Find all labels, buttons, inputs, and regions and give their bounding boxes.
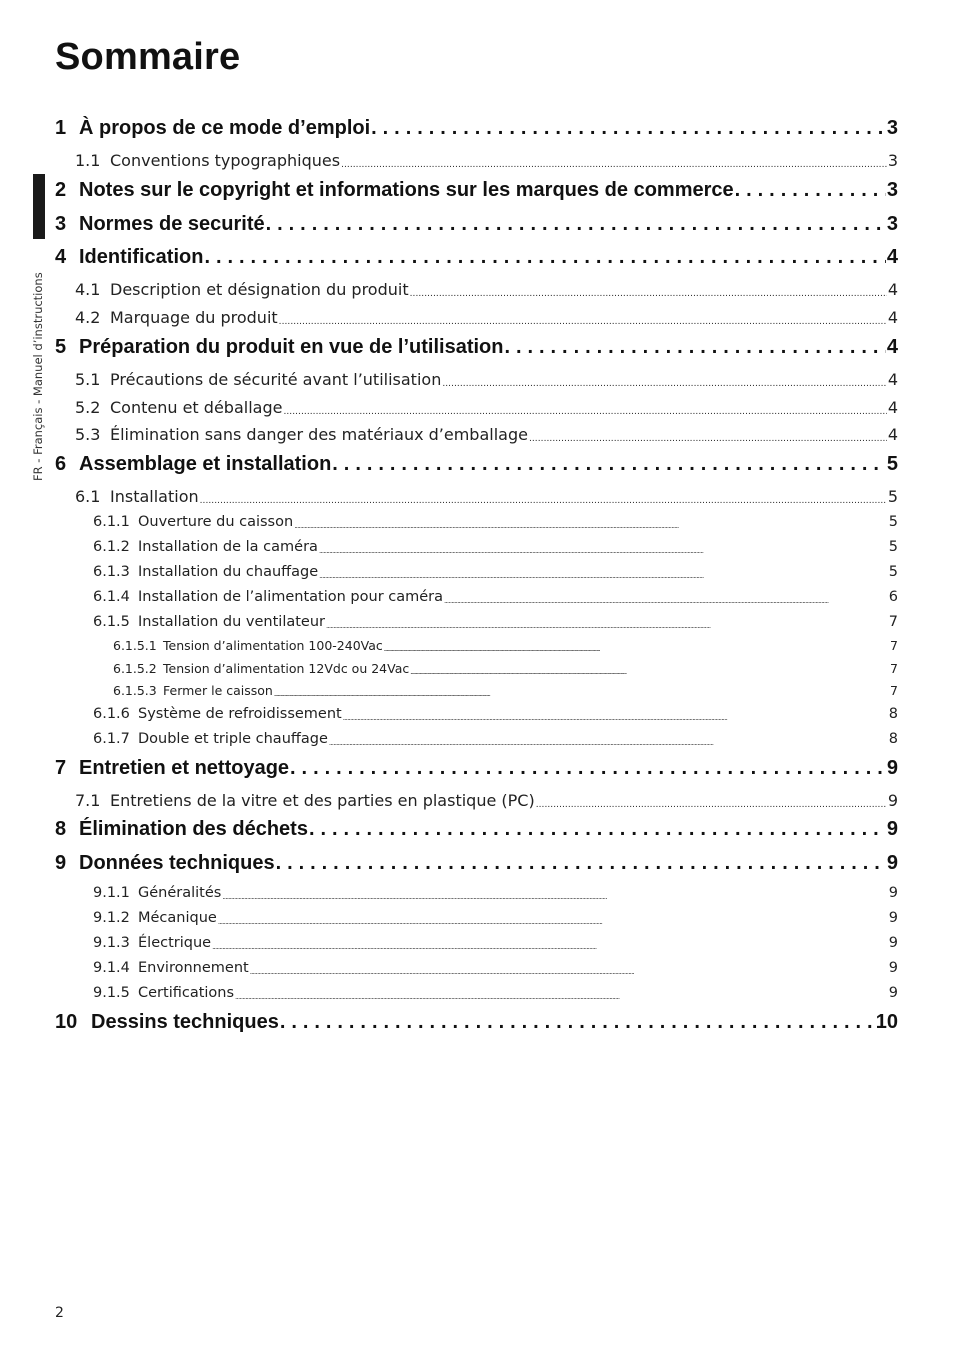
toc-entry[interactable] (75, 487, 898, 506)
toc-entry[interactable] (93, 514, 898, 530)
toc-number: 7 (55, 757, 67, 779)
toc-number: 6.1.1 (93, 514, 130, 530)
toc-page: 10 (875, 1011, 898, 1033)
toc-leader (410, 280, 887, 299)
toc-entry[interactable] (55, 213, 898, 236)
toc-entry[interactable] (93, 706, 898, 722)
toc-title: Contenu et déballage (110, 398, 283, 417)
toc-entry[interactable] (113, 683, 898, 698)
toc-title: Marquage du produit (110, 308, 278, 327)
side-language-label: FR - Français - Manuel d’instructions (31, 272, 45, 481)
toc-number: 6.1.5.1 (113, 638, 157, 653)
toc-page: 9 (888, 935, 898, 951)
toc-title: Assemblage et installation (79, 453, 332, 475)
toc-page: 9 (887, 791, 898, 810)
toc-entry[interactable] (55, 453, 898, 476)
toc-entry[interactable] (55, 852, 898, 875)
toc-entry[interactable] (55, 1011, 898, 1034)
toc-number: 5.2 (75, 398, 101, 417)
toc-leader (371, 117, 886, 140)
toc-page: 5 (887, 487, 898, 506)
toc-title: Fermer le caisson (163, 683, 273, 698)
toc-entry[interactable] (55, 117, 898, 140)
toc-entry[interactable] (93, 935, 898, 951)
toc-leader (504, 336, 885, 359)
toc-leader (235, 985, 888, 1001)
toc-entry[interactable] (75, 151, 898, 170)
toc-number: 9.1.1 (93, 885, 130, 901)
toc-entry[interactable] (55, 246, 898, 269)
toc-title: Tension d’alimentation 12Vdc ou 24Vac (163, 661, 410, 676)
toc-leader (280, 1011, 875, 1034)
toc-leader (410, 661, 889, 676)
toc-title: Installation de l’alimentation pour caméra (138, 589, 444, 605)
toc-title: Élimination sans danger des matériaux d’emballage (110, 425, 528, 444)
toc-entry[interactable] (93, 985, 898, 1001)
toc-title: Généralités (138, 885, 222, 901)
toc-entry[interactable] (93, 589, 898, 605)
toc-page: 5 (888, 564, 898, 580)
toc-title: Conventions typographiques (110, 151, 341, 170)
toc-title: Identification (79, 246, 204, 268)
toc-entry[interactable] (75, 308, 898, 327)
toc-page: 4 (887, 308, 898, 327)
toc-title: Installation (110, 487, 199, 506)
toc-leader (266, 213, 886, 236)
toc-title: À propos de ce mode d’emploi (79, 117, 371, 139)
toc-title: Certifications (138, 985, 235, 1001)
toc-entry[interactable] (93, 539, 898, 555)
toc-title: Précautions de sécurité avant l’utilisation (110, 370, 442, 389)
toc-page: 5 (888, 539, 898, 555)
toc-page: 9 (886, 818, 898, 840)
toc-number: 5.3 (75, 425, 101, 444)
toc-number: 7.1 (75, 791, 101, 810)
toc-title: Entretiens de la vitre et des parties en plastique (PC) (110, 791, 535, 810)
toc-leader (274, 683, 889, 698)
toc-leader (200, 487, 887, 506)
toc-entry[interactable] (113, 638, 898, 653)
toc-page: 3 (887, 151, 898, 170)
toc-entry[interactable] (75, 398, 898, 417)
toc-page: 9 (886, 757, 898, 779)
toc-page: 4 (887, 280, 898, 299)
toc-page: 9 (888, 910, 898, 926)
toc-leader (536, 791, 887, 810)
toc-entry[interactable] (55, 179, 898, 202)
toc-entry[interactable] (55, 757, 898, 780)
toc-leader (218, 910, 888, 926)
toc-entry[interactable] (93, 614, 898, 630)
toc-page: 4 (887, 398, 898, 417)
toc-entry[interactable] (93, 885, 898, 901)
toc-leader (326, 614, 888, 630)
toc-leader (212, 935, 888, 951)
toc-number: 8 (55, 818, 67, 840)
toc-leader (329, 731, 888, 747)
toc-number: 9.1.5 (93, 985, 130, 1001)
toc-page: 3 (886, 117, 898, 139)
toc-title: Notes sur le copyright et informations sur les marques de commerce (79, 179, 734, 201)
toc-title: Données techniques (79, 852, 275, 874)
toc-number: 6.1.5 (93, 614, 130, 630)
toc-title: Double et triple chauffage (138, 731, 328, 747)
toc-leader (294, 514, 888, 530)
toc-page: 4 (886, 246, 898, 268)
toc-number: 2 (55, 179, 67, 201)
toc-leader (319, 564, 888, 580)
toc-number: 6 (55, 453, 67, 475)
toc-number: 9.1.3 (93, 935, 130, 951)
toc-number: 6.1.2 (93, 539, 130, 555)
toc-page: 9 (888, 960, 898, 976)
toc-page: 3 (886, 179, 898, 201)
toc-page: 5 (888, 514, 898, 530)
toc-leader (444, 589, 888, 605)
toc-title: Ouverture du caisson (138, 514, 294, 530)
toc-page: 4 (887, 370, 898, 389)
toc-page: 8 (888, 706, 898, 722)
toc-title: Électrique (138, 935, 212, 951)
toc-number: 6.1.4 (93, 589, 130, 605)
toc-title: Installation de la caméra (138, 539, 318, 555)
page-number: 2 (55, 1305, 64, 1321)
toc-number: 9.1.2 (93, 910, 130, 926)
toc-title: Système de refroidissement (138, 706, 342, 722)
toc-leader (222, 885, 887, 901)
toc-entry[interactable] (93, 910, 898, 926)
toc-title: Élimination des déchets (79, 818, 308, 840)
toc-number: 6.1.5.3 (113, 683, 157, 698)
toc-number: 9 (55, 852, 67, 874)
toc-leader (343, 706, 888, 722)
toc-entry[interactable] (75, 280, 898, 299)
toc-title: Préparation du produit en vue de l’utilisation (79, 336, 504, 358)
toc-leader (341, 151, 887, 170)
toc-page: 7 (890, 683, 898, 698)
page-title: Sommaire (55, 36, 241, 78)
toc-leader (250, 960, 888, 976)
toc-number: 6.1.7 (93, 731, 130, 747)
toc-entry[interactable] (75, 370, 898, 389)
toc-entry[interactable] (113, 661, 898, 676)
toc-entry[interactable] (55, 818, 898, 841)
toc-leader (309, 818, 886, 841)
toc-number: 1 (55, 117, 67, 139)
toc-leader (384, 638, 889, 653)
toc-entry[interactable] (93, 960, 898, 976)
toc-title: Entretien et nettoyage (79, 757, 290, 779)
toc-page: 5 (886, 453, 898, 475)
toc-number: 6.1.5.2 (113, 661, 157, 676)
toc-entry[interactable] (75, 425, 898, 444)
toc-number: 4.1 (75, 280, 101, 299)
toc-entry[interactable] (55, 336, 898, 359)
toc-number: 1.1 (75, 151, 101, 170)
toc-page: 8 (888, 731, 898, 747)
toc-page: 9 (888, 985, 898, 1001)
toc-leader (442, 370, 886, 389)
toc-page: 3 (886, 213, 898, 235)
toc-page: 9 (886, 852, 898, 874)
toc-number: 4 (55, 246, 67, 268)
toc-title: Tension d’alimentation 100-240Vac (163, 638, 383, 653)
toc-entry[interactable] (93, 731, 898, 747)
toc-title: Dessins techniques (91, 1011, 279, 1033)
toc-leader (279, 308, 887, 327)
toc-leader (735, 179, 886, 202)
toc-title: Installation du ventilateur (138, 614, 325, 630)
toc-title: Description et désignation du produit (110, 280, 409, 299)
toc-number: 6.1.3 (93, 564, 130, 580)
toc-entry[interactable] (75, 791, 898, 810)
toc-leader (276, 852, 886, 875)
toc-number: 10 (55, 1011, 78, 1033)
toc-title: Normes de securité (79, 213, 265, 235)
toc-leader (283, 398, 886, 417)
toc-leader (319, 539, 888, 555)
toc-page: 4 (886, 336, 898, 358)
toc-leader (332, 453, 886, 476)
toc-leader (204, 246, 885, 269)
toc-page: 7 (888, 614, 898, 630)
toc-number: 3 (55, 213, 67, 235)
toc-page: 4 (887, 425, 898, 444)
toc-leader (529, 425, 887, 444)
toc-number: 9.1.4 (93, 960, 130, 976)
toc-page: 9 (888, 885, 898, 901)
toc-number: 5 (55, 336, 67, 358)
toc-title: Installation du chauffage (138, 564, 319, 580)
toc-title: Mécanique (138, 910, 217, 926)
toc-number: 4.2 (75, 308, 101, 327)
toc-number: 5.1 (75, 370, 101, 389)
toc-number: 6.1.6 (93, 706, 130, 722)
toc-leader (290, 757, 886, 780)
toc-page: 7 (890, 661, 898, 676)
toc-page: 7 (890, 638, 898, 653)
toc-number: 6.1 (75, 487, 101, 506)
toc-page: 6 (888, 589, 898, 605)
toc-entry[interactable] (93, 564, 898, 580)
toc-title: Environnement (138, 960, 249, 976)
